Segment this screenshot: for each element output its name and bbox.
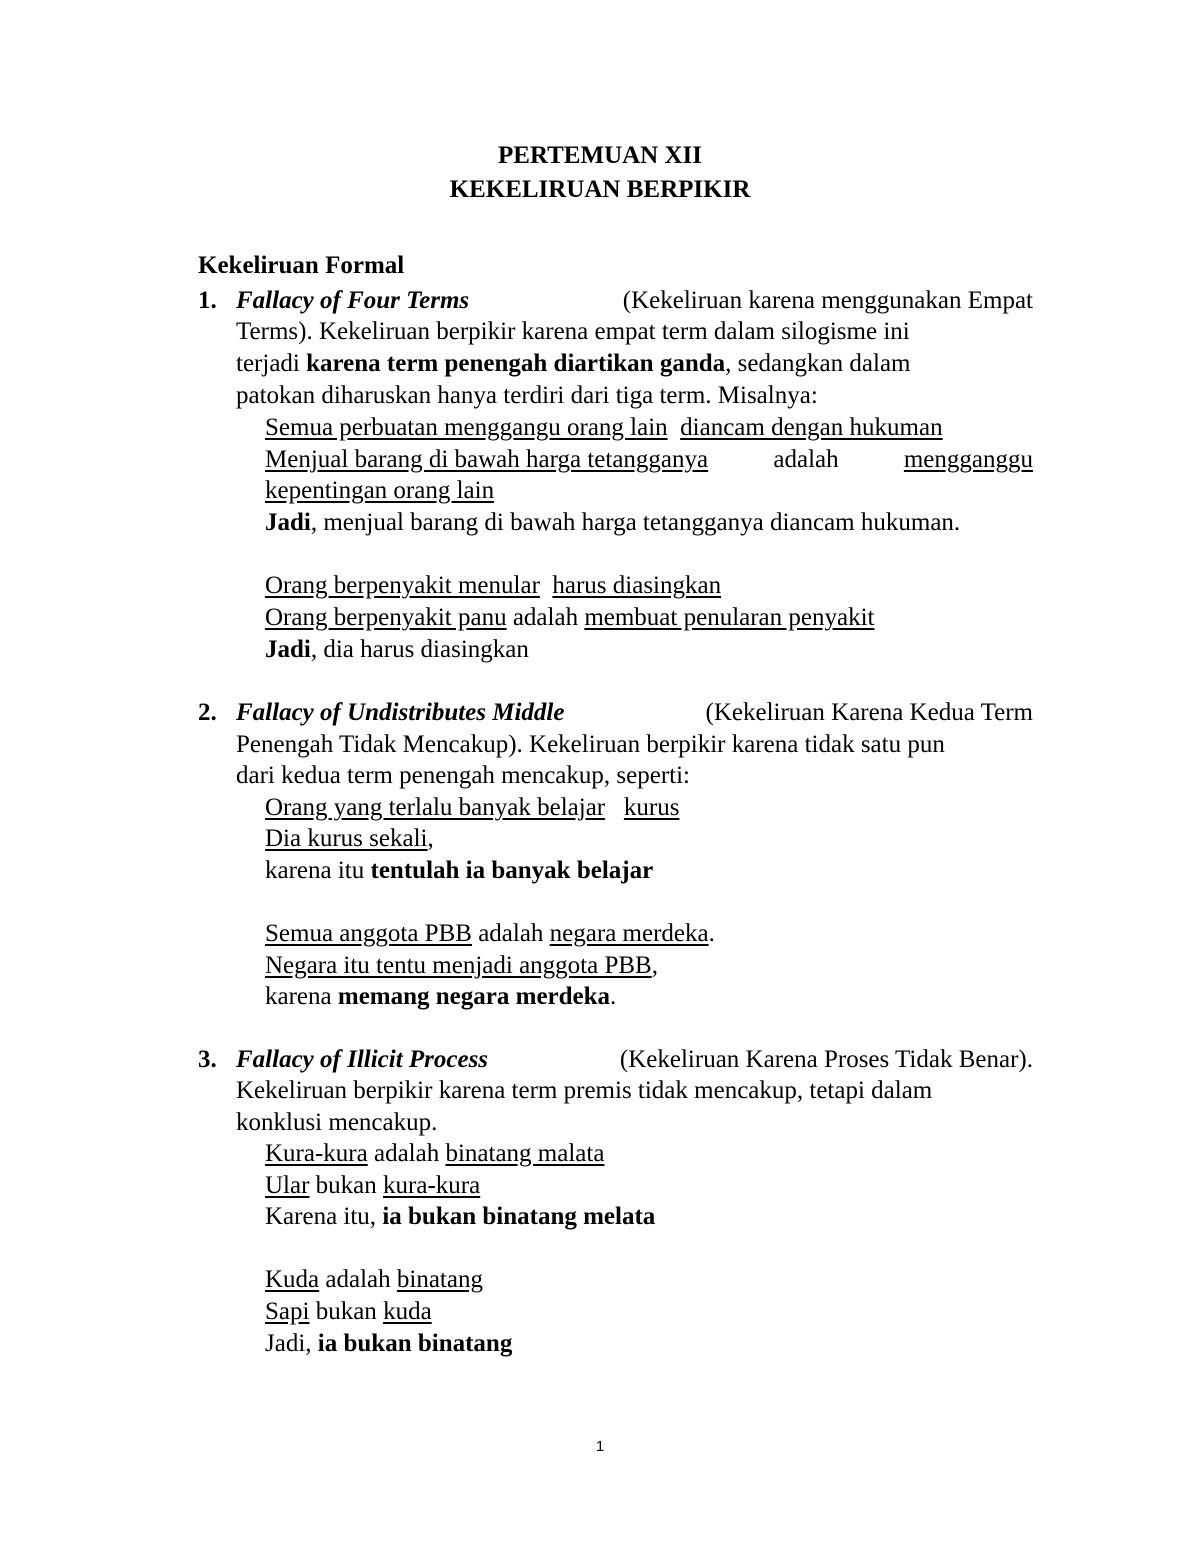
- item-1-ex1-premise-2: [265, 444, 1033, 476]
- item-1-ex1-premise-2-cont: [265, 475, 494, 507]
- conclusion-bold: ia bukan binatang: [317, 1330, 513, 1357]
- item-3-ex1-premise-2: [265, 1170, 480, 1202]
- item-1-ex1-conclusion: [265, 507, 960, 539]
- conclusion-text: , dia harus diasingkan: [310, 636, 529, 663]
- term: Orang berpenyakit menular: [265, 572, 540, 599]
- item-1-heading-line: [236, 285, 1033, 317]
- meeting-title: PERTEMUAN XII: [498, 142, 702, 169]
- item-1-line-3-b: , sedangkan dalam: [725, 350, 911, 377]
- term: binatang malata: [445, 1140, 605, 1167]
- item-3-number: 3.: [198, 1046, 217, 1073]
- term: Ular: [265, 1172, 310, 1199]
- term: kura-kura: [383, 1172, 481, 1199]
- term: mengganggu: [903, 446, 1033, 473]
- conclusion-pre: karena itu: [265, 857, 365, 884]
- conclusion-text: , menjual barang di bawah harga tetangganya diancam hukuman.: [310, 509, 961, 536]
- copula: bukan: [315, 1298, 377, 1325]
- item-2-ex1-premise-1: [265, 792, 679, 824]
- item-3-heading-line: [236, 1044, 1033, 1076]
- item-1-name: Fallacy of Four Terms: [236, 287, 470, 314]
- term: harus diasingkan: [552, 572, 722, 599]
- term: Orang yang terlalu banyak belajar: [265, 794, 606, 821]
- term: Kuda: [265, 1266, 320, 1293]
- item-1-ex2-premise-1: [265, 570, 721, 602]
- page-number: 1: [595, 1438, 605, 1455]
- item-3-ex1-conclusion: [265, 1201, 655, 1233]
- item-2-paren: (Kekeliruan Karena Kedua Term: [705, 699, 1033, 726]
- conclusion-pre: karena: [265, 983, 332, 1010]
- term: Semua anggota PBB: [265, 920, 472, 947]
- term: membuat penularan penyakit: [584, 604, 875, 631]
- term: Negara itu tentu menjadi anggota PBB: [265, 952, 652, 979]
- conclusion-bold: ia bukan binatang melata: [382, 1203, 656, 1230]
- punct: ,: [427, 825, 434, 852]
- copula: adalah: [773, 446, 839, 473]
- conclusion-marker: Jadi: [265, 509, 311, 536]
- conclusion-bold: memang negara merdeka: [337, 983, 611, 1010]
- term: Sapi: [265, 1298, 310, 1325]
- item-1-line-3-a: terjadi: [236, 350, 300, 377]
- item-3-ex2-premise-2: [265, 1296, 432, 1328]
- copula: bukan: [315, 1172, 377, 1199]
- punct: .: [610, 983, 617, 1010]
- punct: .: [708, 920, 715, 947]
- term: kurus: [623, 794, 680, 821]
- item-2-ex2-premise-2: [265, 950, 658, 982]
- item-3-name: Fallacy of Illicit Process: [236, 1046, 489, 1073]
- term: Dia kurus sekali: [265, 825, 428, 852]
- term: negara merdeka: [549, 920, 709, 947]
- conclusion-pre: Karena itu,: [265, 1203, 377, 1230]
- copula: adalah: [325, 1266, 391, 1293]
- item-2-ex1-premise-2: [265, 823, 434, 855]
- item-2-line-3: dari kedua term penengah mencakup, seperti:: [236, 762, 690, 789]
- copula: adalah: [512, 604, 579, 631]
- item-2-name: Fallacy of Undistributes Middle: [236, 699, 565, 726]
- item-3-ex2-premise-1: [265, 1264, 483, 1296]
- item-2-heading-line: [236, 697, 1033, 729]
- item-1-paren: (Kekeliruan karena menggunakan Empat: [622, 287, 1033, 314]
- item-1-ex1-premise-1: [265, 412, 943, 444]
- conclusion-marker: Jadi: [265, 636, 311, 663]
- item-1-line-4: patokan diharuskan hanya terdiri dari tiga term. Misalnya:: [236, 382, 818, 409]
- item-3-ex1-premise-1: [265, 1138, 604, 1170]
- item-1-line-3-bold: karena term penengah diartikan ganda: [306, 350, 726, 377]
- term: Kura-kura: [265, 1140, 368, 1167]
- term: kuda: [383, 1298, 432, 1325]
- item-3-line-3: konklusi mencakup.: [236, 1109, 438, 1136]
- term: Menjual barang di bawah harga tetangganya: [265, 446, 709, 473]
- conclusion-bold: tentulah ia banyak belajar: [370, 857, 654, 884]
- item-3-line-2: Kekeliruan berpikir karena term premis tidak mencakup, tetapi dalam: [236, 1077, 933, 1104]
- term: Semua perbuatan menggangu orang lain: [265, 414, 668, 441]
- term: kepentingan orang lain: [265, 477, 495, 504]
- term: Orang berpenyakit panu: [265, 604, 507, 631]
- item-1-ex2-conclusion: [265, 634, 529, 666]
- term: diancam dengan hukuman: [680, 414, 943, 441]
- item-1-number: 1.: [198, 287, 217, 314]
- item-2-ex1-conclusion: [265, 855, 653, 887]
- item-3-ex2-conclusion: [265, 1328, 512, 1360]
- item-1-line-3: [236, 348, 911, 380]
- item-1-line-2: Terms). Kekeliruan berpikir karena empat term dalam silogisme ini: [236, 318, 910, 345]
- term: binatang: [396, 1266, 483, 1293]
- section-title: Kekeliruan Formal: [198, 252, 405, 279]
- copula: adalah: [373, 1140, 440, 1167]
- item-2-line-2: Penengah Tidak Mencakup). Kekeliruan berpikir karena tidak satu pun: [236, 731, 945, 758]
- item-3-paren: (Kekeliruan Karena Proses Tidak Benar).: [619, 1046, 1033, 1073]
- punct: ,: [651, 952, 658, 979]
- topic-title: KEKELIRUAN BERPIKIR: [449, 176, 751, 203]
- item-1-ex2-premise-2: [265, 602, 875, 634]
- item-2-ex2-premise-1: [265, 918, 715, 950]
- item-2-ex2-conclusion: [265, 981, 616, 1013]
- copula: adalah: [478, 920, 544, 947]
- item-2-number: 2.: [198, 699, 217, 726]
- conclusion-pre: Jadi,: [265, 1330, 312, 1357]
